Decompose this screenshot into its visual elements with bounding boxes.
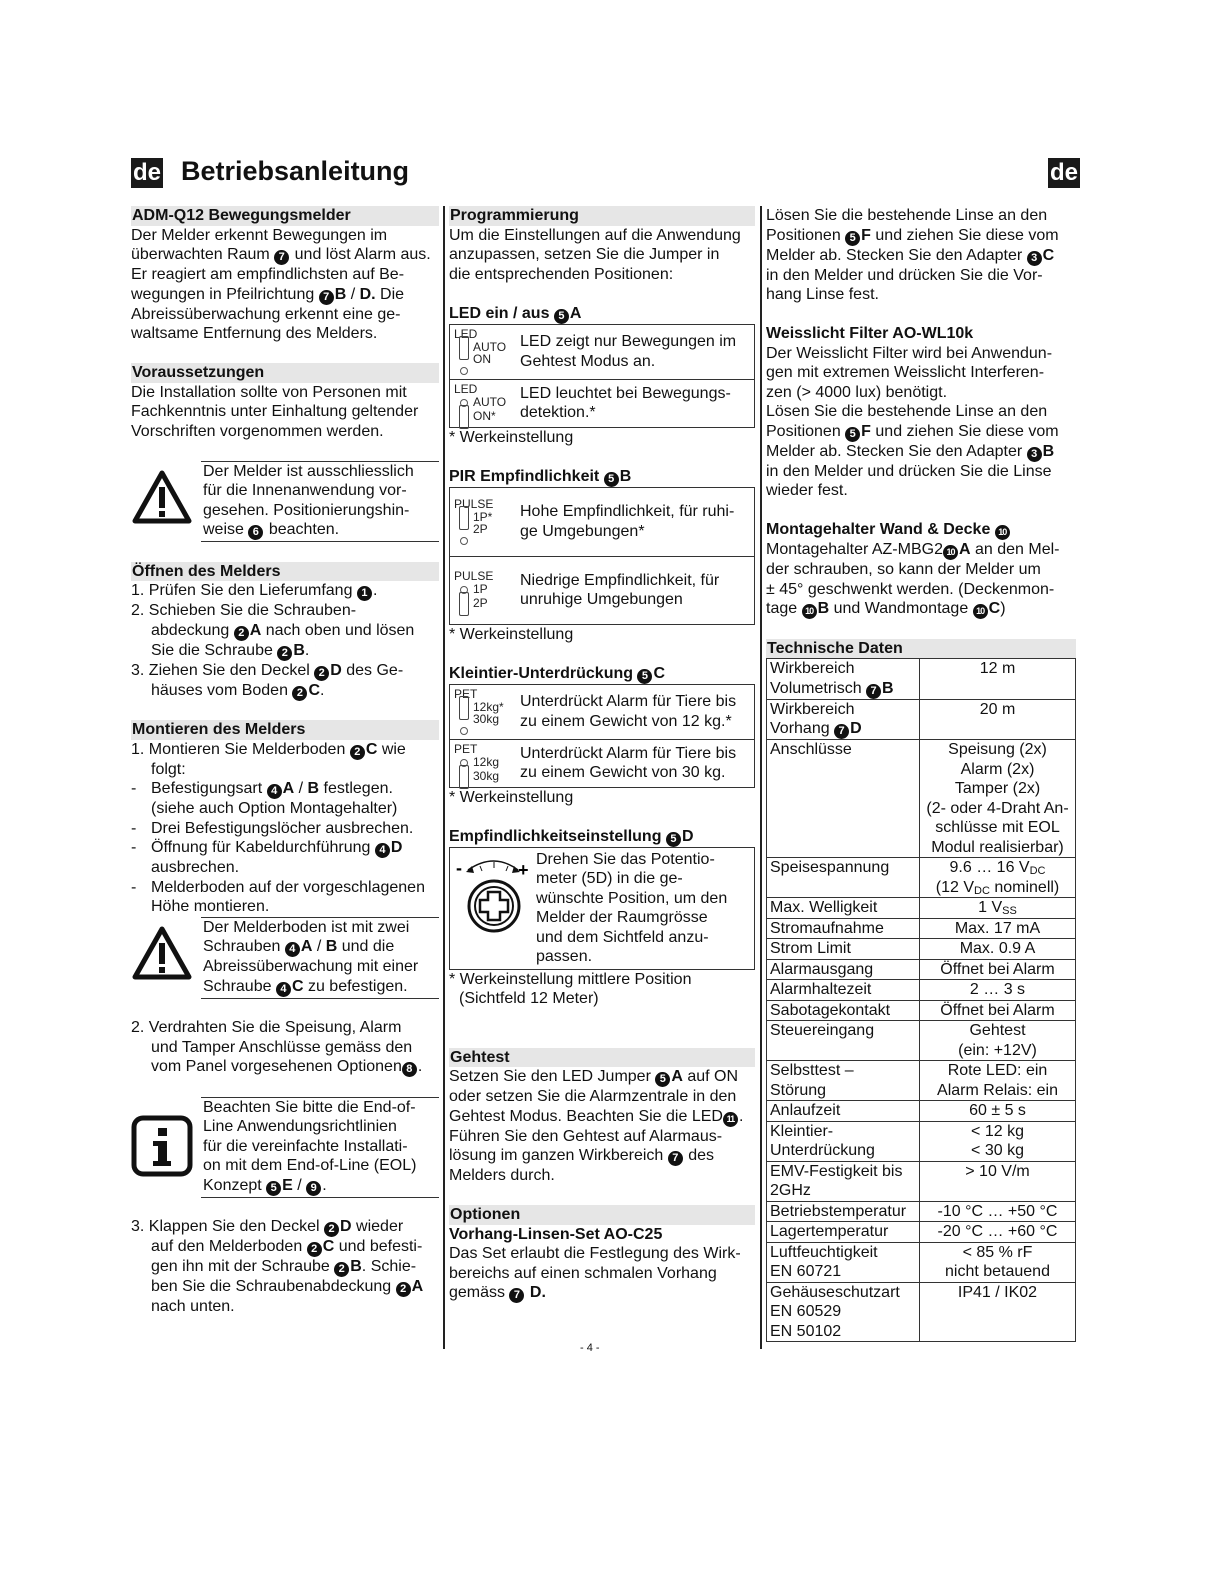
svg-text:+: + [518,859,529,880]
table-row: Strom Limit Max. 0.9 A [767,939,1076,960]
warning-notice: Der Melder ist ausschliesslich für die Innenanwendung vor- gesehen. Positionierungshin- weise 6 beachten. [131,461,439,543]
number-badge: 3 [1027,251,1042,266]
column-right [766,206,1078,1342]
number-badge: 10 [995,525,1010,540]
table-row: Sabotagekontakt Öffnet bei Alarm [767,1000,1076,1021]
number-badge: 2 [324,1222,339,1237]
number-badge: 6 [248,525,263,540]
warning-notice: Der Melderboden ist mit zwei Schrauben 4 A / B und die Abreissüberwachung mit einer Schraube 4 C zu befestigen. [131,917,439,999]
footnote: * Werkeinstellung [449,428,574,446]
number-badge: 7 [866,684,881,699]
subsection-heading: PIR Empfindlichkeit 5 B [449,467,632,485]
footnote: * Werkeinstellung [449,788,574,806]
warning-icon [131,469,193,525]
subsection-heading: Kleintier-Unterdrückung 5 C [449,664,666,682]
number-badge: 5 [845,427,860,442]
number-badge: 2 [350,745,365,760]
number-badge: 7 [668,1151,683,1166]
number-badge: 5 [845,231,860,246]
jumper-option: PULSE 1P* 2P Hohe Empfindlichkeit, für ruhi- ge Umgebungen* [449,487,755,557]
column-divider [760,206,762,1349]
number-badge: 2 [396,1282,411,1297]
jumper-diagram: LED AUTO ON [454,328,520,376]
table-row: Max. Welligkeit 1 $V_{SS}$ [767,898,1076,919]
table-row: Anschlüsse Speisung (2x) Alarm (2x) Tamper (2x) (2- oder 4-Draht An- schlüsse mit EOL Modul realisierbar) [767,740,1076,858]
jumper-diagram: PET 12kg 30kg [454,743,520,784]
paragraph: Der Melder erkennt Bewegungen im überwachten Raum 7 und löst Alarm aus. Er reagiert am empfindlichsten auf Be- wegungen in Pfeilrichtung 7 B / D. Die Abreissüberwachung erkennt eine ge- waltsame Entfernung des Melders. [131,226,431,342]
table-row: Alarmhaltezeit 2 … 3 s [767,980,1076,1001]
number-badge: 4 [267,784,282,799]
svg-text:-: - [456,857,462,878]
number-badge: 10 [802,604,817,619]
number-badge: 5 [637,669,652,684]
section-heading: Gehtest [449,1048,755,1068]
jumper-cap-icon [459,506,469,530]
table-row: Steuereingang Gehtest (ein: +12V) [767,1021,1076,1061]
table-row: Lagertemperatur -20 °C … +60 °C [767,1222,1076,1243]
jumper-cap-icon [459,405,469,429]
footnote: * Werkeinstellung mittlere Position (Sichtfeld 12 Meter) [449,970,692,1007]
number-badge: 5 [554,309,569,324]
technical-data-table [766,658,1076,1342]
section-heading: Voraussetzungen [131,363,439,383]
warning-icon [131,925,193,981]
number-badge: 3 [1027,447,1042,462]
paragraph: Um die Einstellungen auf die Anwendung anzupassen, setzen Sie die Jumper in die entsprechenden Positionen: [449,226,741,283]
number-badge: 2 [277,646,292,661]
language-tag-right: de [1049,159,1078,186]
jumper-option: PET 12kg 30kg Unterdrückt Alarm für Tiere bis zu einem Gewicht von 30 kg. [449,740,755,788]
number-badge: 4 [276,982,291,997]
table-row: Stromaufnahme Max. 17 mA [767,918,1076,939]
footnote: * Werkeinstellung [449,625,574,643]
column-left [131,206,439,1317]
number-badge: 10 [943,545,958,560]
paragraph: Die Installation sollte von Personen mit Fachkenntnis unter Einhaltung geltender Vorschriften vorgenommen werden. [131,383,419,440]
number-badge: 2 [334,1262,349,1277]
section-heading: Montieren des Melders [131,720,439,740]
number-badge: 7 [274,250,289,265]
section-heading: Öffnen des Melders [131,562,439,582]
section-heading: Technische Daten [766,639,1076,659]
info-notice: Beachten Sie bitte die End-of- Line Anwendungsrichtlinien für die vereinfachte Installati- on mit dem End-of-Line (EOL) Konzept 5 E / 9 . [131,1097,439,1198]
jumper-option: LED AUTO ON LED zeigt nur Bewegungen im Gehtest Modus an. [449,325,755,380]
jumper-cap-icon [459,696,469,720]
potentiometer-icon [454,852,534,944]
section-heading: Programmierung [449,206,755,226]
paragraph: Der Weisslicht Filter wird bei Anwendun- gen mit extremen Weisslicht Interferen- zen (> 4000 lux) benötigt. Lösen Sie die bestehende Linse an den Positionen 5 F und ziehen Sie diese vom Melder ab. Stecken Sie den Adapter 3 B in den Melder und drücken Sie die Linse wieder fest. [766,344,1059,499]
jumper-diagram: LED AUTO ON* [454,383,520,424]
paragraph: Das Set erlaubt die Festlegung des Wirk- bereichs auf einen schmalen Vorhang gemäss 7 D. [449,1245,741,1301]
jumper-diagram: PET 12kg* 30kg [454,688,520,736]
number-badge: 9 [306,1181,321,1196]
table-row: Gehäuseschutzart EN 60529 EN 50102 IP41 / IK02 [767,1282,1076,1342]
table-row: Luftfeuchtigkeit EN 60721 < 85 % rF nicht betauend [767,1242,1076,1282]
subsection-heading: Empfindlichkeitseinstellung 5 D [449,827,694,845]
number-badge: 7 [509,1288,524,1303]
section-heading: Optionen [449,1205,755,1225]
table-row: Betriebstemperatur -10 °C … +50 °C [767,1201,1076,1222]
language-tag-left: de [132,159,161,186]
numbered-list: 1. Prüfen Sie den Lieferumfang 1 . 2. Schieben Sie die Schrauben- abdeckung 2 A nach oben und lösen Sie die Schraube 2 B. 3. Ziehen Sie den Deckel 2 D des Ge- häuses vom Boden 2 C. [131,582,415,699]
subsection-heading: Montagehalter Wand & Decke 10 [766,520,1078,540]
jumper-cap-icon [459,765,469,789]
number-badge: 10 [973,604,988,619]
jumper-option: PET 12kg* 30kg Unterdrückt Alarm für Tiere bis zu einem Gewicht von 12 kg.* [449,684,755,740]
jumper-option: PULSE 1P 2P Niedrige Empfindlichkeit, für unruhige Umgebungen [449,557,755,625]
table-row: EMV-Festigkeit bis 2GHz > 10 V/m [767,1161,1076,1201]
number-badge: 8 [402,1062,417,1077]
number-badge: 7 [319,290,334,305]
paragraph: Montagehalter AZ-MBG2 10 A an den Mel- der schrauben, so kann der Melder um ± 45° geschwenkt werden. (Deckenmon- tage 10 B und Wandmontage 10 C) [766,541,1060,617]
number-badge: 5 [266,1181,281,1196]
jumper-cap-icon [459,592,469,616]
column-middle [449,206,755,1303]
number-badge: 2 [292,686,307,701]
jumper-option: LED AUTO ON* LED leuchtet bei Bewegungs- detektion.* [449,380,755,428]
page-number: - 4 - [580,1342,600,1354]
column-divider [443,206,445,1349]
subsection-heading: LED ein / aus 5 A [449,304,755,325]
number-badge: 5 [604,472,619,487]
paragraph: Lösen Sie die bestehende Linse an den Positionen 5 F und ziehen Sie diese vom Melder ab. Stecken Sie den Adapter 3 C in den Melder und drücken Sie die Vor- hang Linse fest. [766,207,1059,303]
numbered-list: 2. Verdrahten Sie die Speisung, Alarm und Tamper Anschlüsse gemäss den vom Panel vorgesehenen Optionen 8 . [131,1019,423,1075]
subsection-heading: Vorhang-Linsen-Set AO-C25 [449,1225,663,1243]
number-badge: 4 [285,942,300,957]
number-badge: 1 [357,586,372,601]
jumper-cap-icon [459,336,469,360]
number-badge: 2 [234,626,249,641]
number-badge: 2 [307,1242,322,1257]
jumper-pin-icon [460,727,468,735]
table-row: Alarmausgang Öffnet bei Alarm [767,959,1076,980]
table-row: Speisespannung 9.6 … 16 $V_{DC}$ (12 $V_{DC}$ nominell) [767,858,1076,898]
potentiometer-option: - + Drehen Sie das Potentio- meter (5D) in die ge- wünschte Position, um den Melder der Raumgrösse und dem Sichtfeld anzu- passen. [449,847,755,970]
number-badge: 5 [655,1072,670,1087]
number-badge: 11 [723,1112,738,1127]
section-heading: ADM-Q12 Bewegungsmelder [131,206,439,226]
subsection-heading: Weisslicht Filter AO-WL10k [766,325,974,342]
jumper-diagram: PULSE 1P* 2P [454,498,520,546]
number-badge: 7 [834,724,849,739]
number-badge: 2 [314,666,329,681]
number-badge: 5 [666,832,681,847]
numbered-list: 1. Montieren Sie Melderboden 2 C wie folgt: - Befestigungsart 4 A / B festlegen. (siehe auch Option Montagehalter) - Drei Befestigungslöcher ausbrechen. - Öffnung für Kabeldurchführung 4 D ausbrechen. - Melderboden auf der vorgeschlagenen Höhe montieren. [131,740,425,915]
info-icon [131,1115,193,1177]
number-badge: 4 [375,843,390,858]
numbered-list: 3. Klappen Sie den Deckel 2 D wieder auf den Melderboden 2 C und befesti- gen ihn mit der Schraube 2 B. Schie- ben Sie die Schraubenabdeckung 2 A nach unten. [131,1218,424,1315]
page-title: Betriebsanleitung [181,156,410,186]
table-row: Selbsttest – Störung Rote LED: ein Alarm Relais: ein [767,1061,1076,1101]
table-row: Anlaufzeit 60 ± 5 s [767,1101,1076,1122]
table-row: Wirkbereich Volumetrisch 7 B 12 m [767,659,1076,700]
table-row: Wirkbereich Vorhang 7 D 20 m [767,699,1076,740]
jumper-pin-icon [460,367,468,375]
jumper-diagram: PULSE 1P 2P [454,570,520,611]
paragraph: Setzen Sie den LED Jumper 5 A auf ON oder setzen Sie die Alarmzentrale in den Gehtest Modus. Beachten Sie die LED 11 . Führen Sie den Gehtest auf Alarmaus- lösung im ganzen Wirkbereich 7 des Melders durch. [449,1068,744,1184]
table-row: Kleintier- Unterdrückung < 12 kg < 30 kg [767,1121,1076,1161]
jumper-pin-icon [460,537,468,545]
